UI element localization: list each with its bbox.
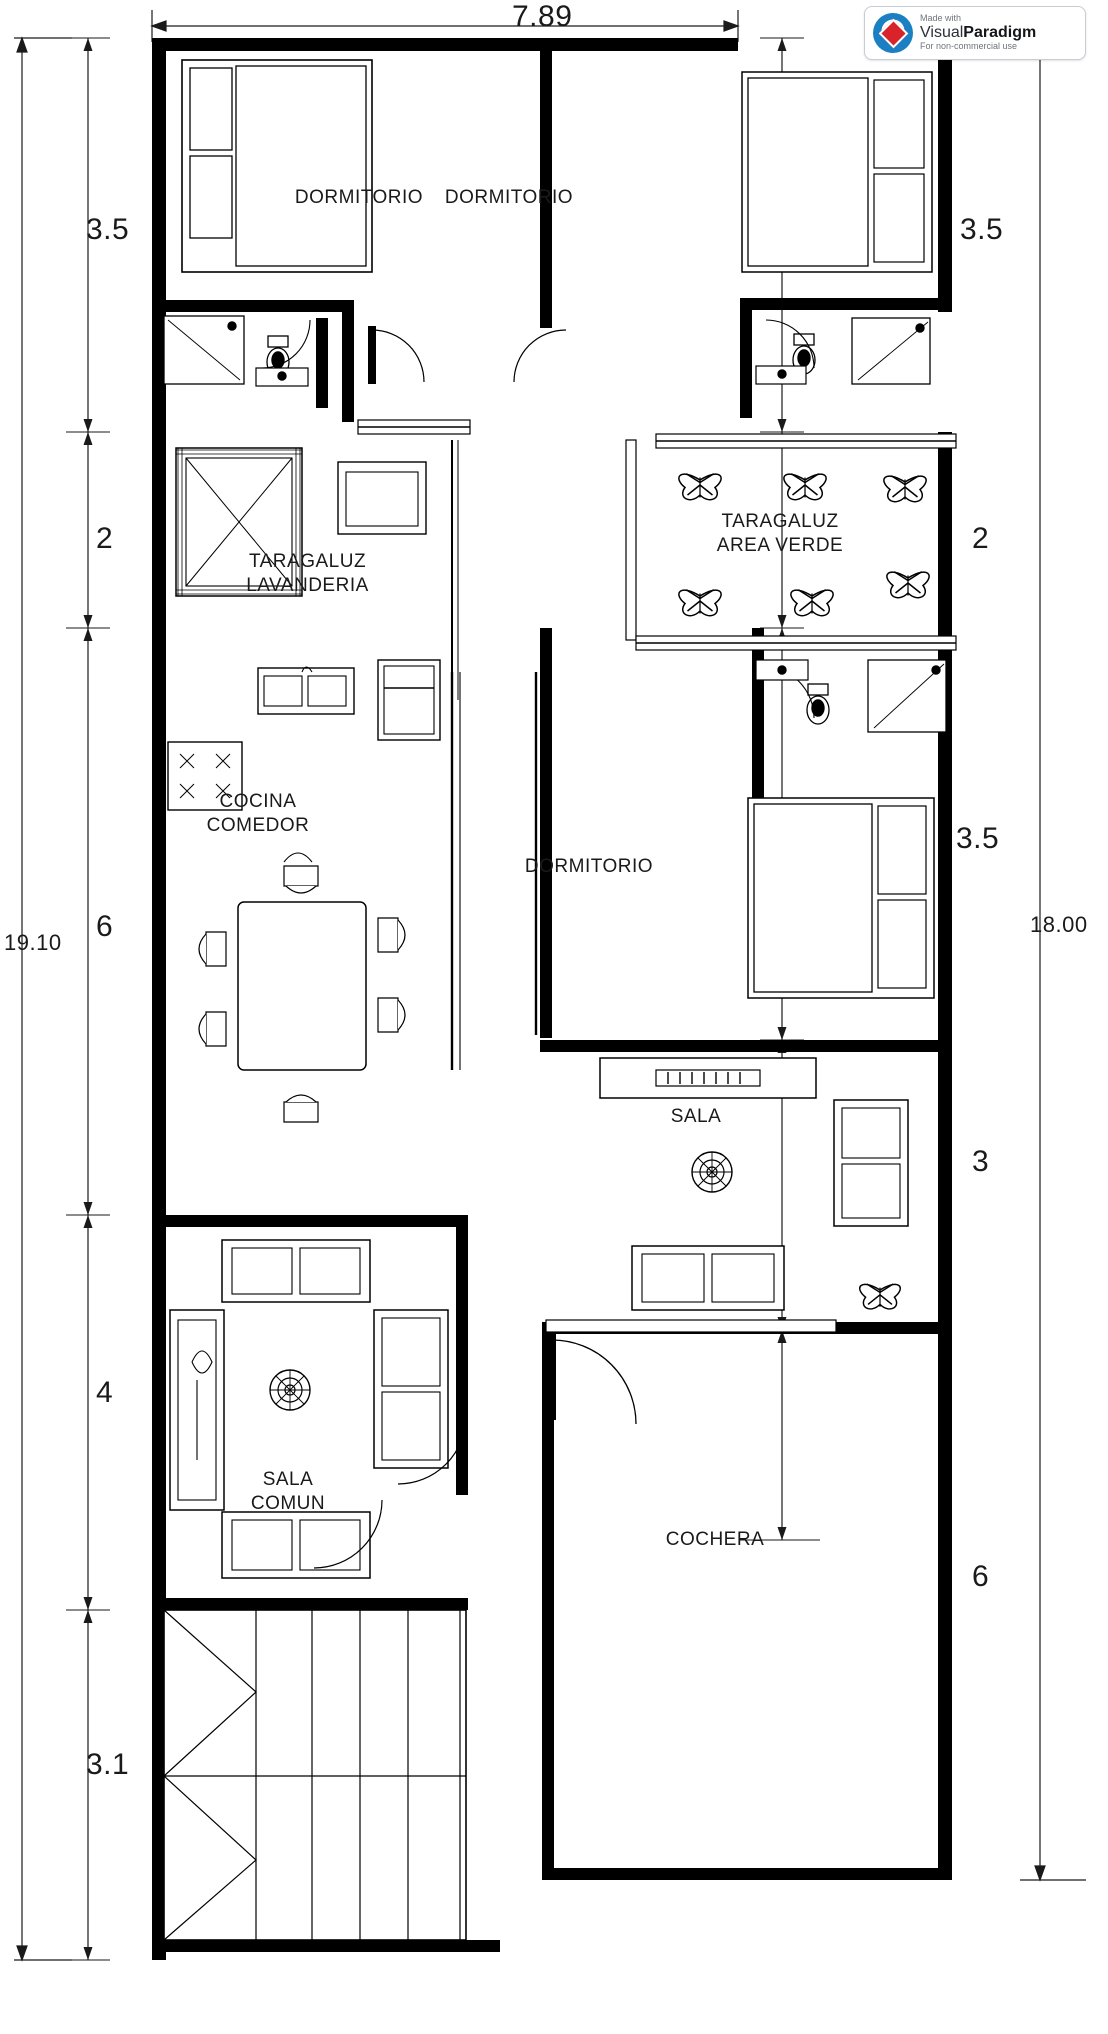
taragaluz-line2: LAVANDERIA: [246, 574, 369, 596]
dim-top-overall: 7.89: [512, 0, 573, 33]
room-label-cochera: COCHERA: [665, 1529, 765, 1550]
watermark-brand-bold: Paradigm: [963, 24, 1037, 42]
room-label-cocina-comedor: [188, 790, 328, 838]
dim-right-3-5-mid: 3.5: [956, 822, 1000, 855]
dim-right-overall: 18.00: [1030, 912, 1088, 937]
watermark-brand-light: Visual: [920, 24, 964, 42]
dim-right-3: 3: [972, 1145, 990, 1178]
room-label-sala: SALA: [670, 1106, 722, 1127]
area-verde-line2: AREA VERDE: [716, 534, 844, 556]
room-label-sala-comun: [228, 1468, 348, 1516]
dim-left-6: 6: [96, 910, 114, 943]
watermark-made-with: Made with: [920, 13, 962, 24]
dim-right-2: 2: [972, 522, 990, 555]
watermark-text: [920, 14, 1036, 51]
dim-left-3-5: 3.5: [86, 213, 130, 246]
diamond-shape-icon: [878, 18, 908, 48]
dim-left-2: 2: [96, 522, 114, 555]
dim-left-3-1: 3.1: [86, 1748, 130, 1781]
room-label-dormitorio-1: DORMITORIO: [294, 187, 424, 208]
sala-comun-line1: SALA: [262, 1469, 314, 1490]
dim-right-6: 6: [972, 1560, 990, 1593]
dim-left-4: 4: [96, 1376, 114, 1409]
watermark-notice: For non-commercial use: [920, 40, 1018, 51]
cocina-line1: COCINA: [219, 791, 297, 812]
taragaluz-line1: TARAGALUZ: [248, 551, 367, 572]
visual-paradigm-watermark: [864, 6, 1086, 60]
dim-right-3-5-top: 3.5: [960, 213, 1004, 246]
room-label-dormitorio-2: DORMITORIO: [444, 187, 574, 208]
watermark-brand: [920, 24, 1036, 42]
room-label-taragaluz-lavanderia: [240, 550, 375, 598]
area-verde-line1: TARAGALUZ: [721, 511, 839, 532]
cocina-line2: COMEDOR: [206, 814, 310, 836]
room-label-taragaluz-area-verde: [710, 510, 850, 558]
room-label-dormitorio-3: DORMITORIO: [524, 856, 654, 877]
sala-comun-line2: COMUN: [250, 1492, 326, 1514]
dim-left-overall: 19.10: [4, 930, 62, 955]
visual-paradigm-logo-icon: [873, 13, 913, 53]
